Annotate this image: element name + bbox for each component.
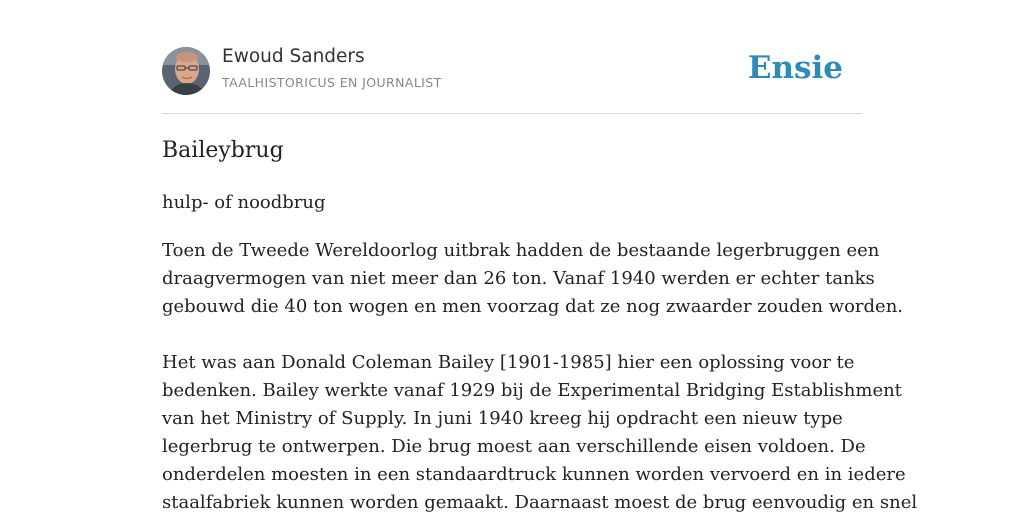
entry-subtitle: hulp- of noodbrug [162,192,326,213]
text-line: staalfabriek kunnen worden gemaakt. Daarnaast moest de brug eenvoudig en snel [162,492,918,512]
text-line: van het Ministry of Supply. In juni 1940 kreeg hij opdracht een nieuw type [162,408,843,429]
text-line: bedenken. Bailey werkte vanaf 1929 bij de Experimental Bridging Establishment [162,380,902,401]
text-line: Toen de Tweede Wereldoorlog uitbrak hadden de bestaande legerbruggen een [162,240,880,261]
paragraph [162,349,918,512]
entry-body [162,237,918,512]
text-line: onderdelen moesten in een standaardtruck kunnen worden vervoerd en in iedere [162,464,906,485]
entry-title: Baileybrug [162,138,284,163]
ensie-logo-link[interactable]: Ensie [747,50,843,86]
text-line: legerbrug te ontwerpen. Die brug moest aan verschillende eisen voldoen. De [162,436,866,457]
author-avatar[interactable] [162,47,210,95]
text-line: Het was aan Donald Coleman Bailey [1901-1985] hier een oplossing voor te [162,352,855,373]
text-line: draagvermogen van niet meer dan 26 ton. Vanaf 1940 werden er echter tanks [162,268,875,289]
text-line: gebouwd die 40 ton wogen en men voorzag dat ze nog zwaarder zouden worden. [162,296,904,317]
page-container [162,0,918,512]
author-name[interactable]: Ewoud Sanders [222,46,365,67]
author-role: TAALHISTORICUS EN JOURNALIST [222,75,442,90]
avatar-image [162,47,210,95]
paragraph [162,237,904,321]
author-header [162,0,862,114]
